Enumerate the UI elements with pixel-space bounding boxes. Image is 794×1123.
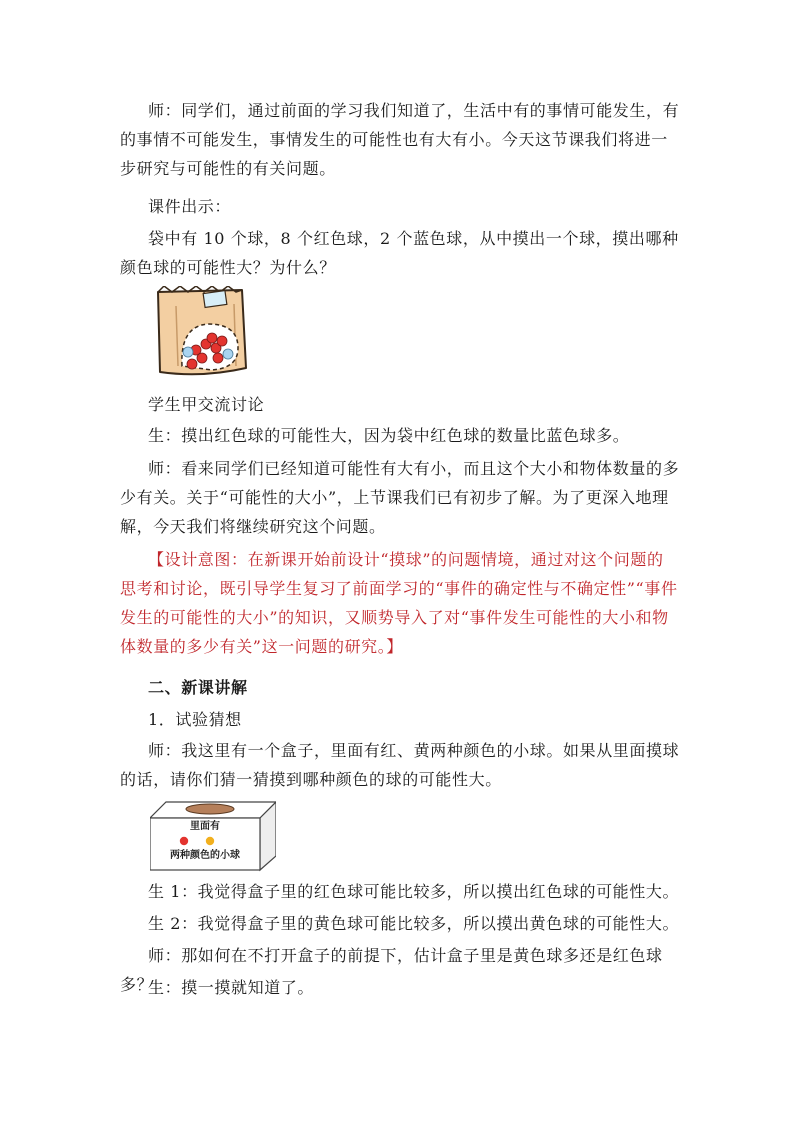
box-label-line1: 里面有 xyxy=(190,821,220,832)
blue-ball-icon xyxy=(183,347,193,357)
paragraph-student2: 生 2：我觉得盒子里的黄色球可能比较多，所以摸出黄色球的可能性大。 xyxy=(148,914,680,933)
red-ball-icon xyxy=(180,837,188,845)
paragraph-courseware: 课件出示： xyxy=(148,197,232,216)
paragraph-design-intent: 【设计意图：在新课开始前设计“摸球”的问题情境，通过对这个问题的思考和讨论，既引导学生复习了前面学习的“事件的确定性与不确定性”“事件发生的可能性的大小”的知识，又顺势导入了对“事件发生可能性的大小和物体数量的多少有关”这一问题的研究。】 xyxy=(120,550,678,656)
paragraph-student-reply: 生：摸一摸就知道了。 xyxy=(148,978,315,997)
paragraph-student-discussion: 学生甲交流讨论 xyxy=(148,395,265,414)
paragraph-student-answer: 生：摸出红色球的可能性大，因为袋中红色球的数量比蓝色球多。 xyxy=(148,426,630,445)
subheading-trial-guess: 1．试验猜想 xyxy=(148,710,242,729)
paragraph-teacher-intro: 师：同学们，通过前面的学习我们知道了，生活中有的事情可能发生，有的事情不可能发生，事情发生的可能性也有大有小。今天这节课我们将进一步研究与可能性的有关问题。 xyxy=(120,101,680,178)
paragraph-teacher-question: 师：那如何在不打开盒子的前提下，估计盒子里是黄色球多还是红色球多？ xyxy=(120,946,663,994)
paragraph-teacher-box: 师：我这里有一个盒子，里面有红、黄两种颜色的小球。如果从里面摸球的话，请你们猜一猜摸到哪种颜色的球的可能性大。 xyxy=(120,741,680,789)
paragraph-teacher-summary: 师：看来同学们已经知道可能性有大有小，而且这个大小和物体数量的多少有关。关于“可能性的大小”，上节课我们已有初步了解。为了更深入地理解，今天我们将继续研究这个问题。 xyxy=(120,459,680,536)
section-heading-new-lesson: 二、新课讲解 xyxy=(148,678,248,697)
box-label-line2: 两种颜色的小球 xyxy=(170,850,240,861)
paragraph-problem: 袋中有 10 个球，8 个红色球，2 个蓝色球，从中摸出一个球，摸出哪种颜色球的可能性大？为什么？ xyxy=(120,229,679,277)
paragraph-student1: 生 1：我觉得盒子里的红色球可能比较多，所以摸出红色球的可能性大。 xyxy=(148,882,680,901)
ball-box-illustration xyxy=(150,800,276,872)
yellow-ball-icon xyxy=(206,837,214,845)
ball-bag-illustration xyxy=(152,286,252,384)
